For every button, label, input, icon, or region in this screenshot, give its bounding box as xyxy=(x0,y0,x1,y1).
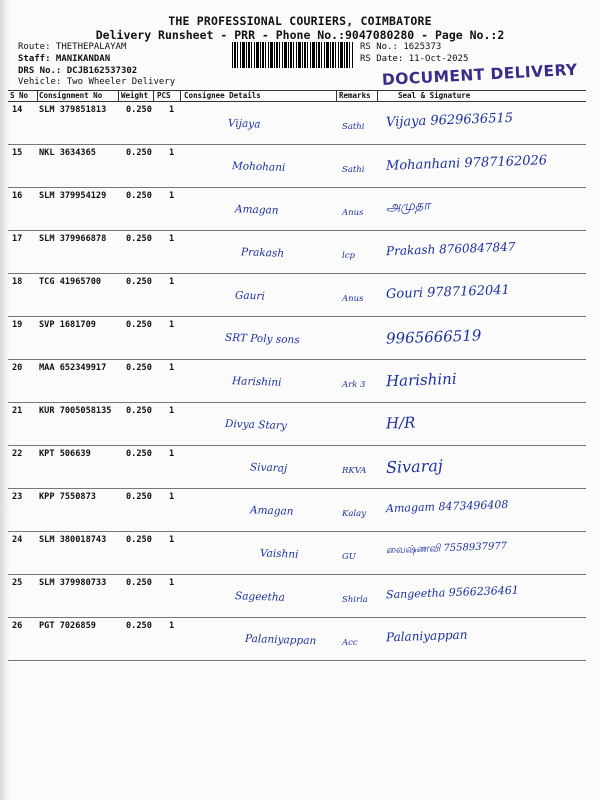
consignee-handwriting: Amagan xyxy=(249,504,294,518)
row-consignment-no: SVP 1681709 xyxy=(39,320,96,330)
row-divider xyxy=(8,230,586,231)
consignee-handwriting: Harishini xyxy=(231,375,282,389)
row-consignment-no: KUR 7005058135 xyxy=(39,406,112,416)
column-divider xyxy=(153,90,154,101)
row-consignment-no: SLM 379980733 xyxy=(39,578,107,588)
row-sno: 25 xyxy=(12,578,23,588)
signature: 9965666519 xyxy=(385,326,482,348)
col-header-seal: Seal & Signature xyxy=(398,91,471,100)
remarks-handwriting: Ark 3 xyxy=(342,380,366,390)
row-divider xyxy=(8,531,586,532)
row-divider xyxy=(8,359,586,360)
consignee-handwriting: Mohohani xyxy=(231,160,286,174)
column-divider xyxy=(377,90,378,101)
signature: அமுதா xyxy=(385,198,431,215)
row-divider xyxy=(8,660,586,661)
row-pcs: 1 xyxy=(169,621,175,631)
remarks-handwriting: Shirla xyxy=(342,595,368,605)
row-sno: 20 xyxy=(12,363,23,373)
row-sno: 24 xyxy=(12,535,23,545)
row-pcs: 1 xyxy=(169,449,175,459)
staff-label: Staff: MANIKANDAN xyxy=(18,54,111,64)
drs-number: DRS No.: DCJB162537302 xyxy=(18,66,138,76)
row-divider xyxy=(8,402,586,403)
row-weight: 0.250 xyxy=(126,105,152,115)
row-consignment-no: PGT 7026859 xyxy=(39,621,96,631)
row-weight: 0.250 xyxy=(126,148,152,158)
runsheet-table xyxy=(8,90,586,650)
remarks-handwriting: Anus xyxy=(342,208,364,218)
row-consignment-no: SLM 379954129 xyxy=(39,191,107,201)
consignee-handwriting: Vaishni xyxy=(259,547,299,561)
signature: Palaniyappan xyxy=(385,627,468,645)
row-sno: 21 xyxy=(12,406,23,416)
col-header-pcs: PCS xyxy=(157,91,171,100)
barcode xyxy=(232,42,354,68)
column-divider xyxy=(37,90,38,101)
consignee-handwriting: Divya Stary xyxy=(224,417,288,433)
row-weight: 0.250 xyxy=(126,320,152,330)
consignee-handwriting: SRT Poly sons xyxy=(224,331,300,347)
remarks-handwriting: Anus xyxy=(342,294,364,304)
row-sno: 17 xyxy=(12,234,23,244)
consignee-handwriting: Prakash xyxy=(240,246,285,260)
signature: H/R xyxy=(385,413,416,433)
row-pcs: 1 xyxy=(169,105,175,115)
col-header-consignee: Consignee Details xyxy=(184,91,261,100)
col-header-weight: Weight xyxy=(121,91,149,100)
row-divider xyxy=(8,488,586,489)
row-pcs: 1 xyxy=(169,492,175,502)
consignee-handwriting: Palaniyappan xyxy=(244,632,317,648)
row-divider xyxy=(8,316,586,317)
consignee-handwriting: Sivaraj xyxy=(249,461,288,475)
remarks-handwriting: GU xyxy=(342,552,356,562)
row-pcs: 1 xyxy=(169,320,175,330)
vehicle-label: Vehicle: Two Wheeler Delivery xyxy=(18,77,176,87)
column-divider xyxy=(118,90,119,101)
row-sno: 26 xyxy=(12,621,23,631)
consignee-handwriting: Gauri xyxy=(234,289,265,303)
column-divider xyxy=(336,90,337,101)
row-sno: 15 xyxy=(12,148,23,158)
signature: வைஷ்ணவி 7558937977 xyxy=(385,540,508,557)
remarks-handwriting: Kalay xyxy=(342,509,367,519)
signature: Amagam 8473496408 xyxy=(385,497,509,516)
row-divider xyxy=(8,445,586,446)
col-header-consignment: Consignment No xyxy=(39,91,103,100)
signature: Gouri 9787162041 xyxy=(385,282,511,303)
row-pcs: 1 xyxy=(169,578,175,588)
row-weight: 0.250 xyxy=(126,621,152,631)
signature: Sangeetha 9566236461 xyxy=(385,583,519,602)
row-pcs: 1 xyxy=(169,148,175,158)
row-consignment-no: TCG 41965700 xyxy=(39,277,102,287)
row-weight: 0.250 xyxy=(126,363,152,373)
row-divider xyxy=(8,574,586,575)
row-weight: 0.250 xyxy=(126,234,152,244)
consignee-handwriting: Amagan xyxy=(234,203,279,217)
row-consignment-no: MAA 652349917 xyxy=(39,363,107,373)
remarks-handwriting: Sathi xyxy=(342,122,365,132)
row-weight: 0.250 xyxy=(126,191,152,201)
col-header-sno: S No xyxy=(10,91,29,100)
consignee-handwriting: Sageetha xyxy=(234,590,286,604)
row-weight: 0.250 xyxy=(126,535,152,545)
row-weight: 0.250 xyxy=(126,406,152,416)
row-pcs: 1 xyxy=(169,191,175,201)
signature: Mohanhani 9787162026 xyxy=(385,153,548,174)
row-consignment-no: KPT 506639 xyxy=(39,449,91,459)
row-pcs: 1 xyxy=(169,363,175,373)
remarks-handwriting: Sathi xyxy=(342,165,365,175)
remarks-handwriting: lcp xyxy=(342,251,355,261)
row-sno: 23 xyxy=(12,492,23,502)
row-weight: 0.250 xyxy=(126,492,152,502)
document-delivery-stamp: DOCUMENT DELIVERY xyxy=(381,60,578,89)
signature: Harishini xyxy=(385,369,457,391)
company-title: THE PROFESSIONAL COURIERS, COIMBATORE xyxy=(168,14,432,28)
row-divider xyxy=(8,273,586,274)
row-pcs: 1 xyxy=(169,277,175,287)
row-sno: 19 xyxy=(12,320,23,330)
runsheet-subtitle: Delivery Runsheet - PRR - Phone No.:9047080280 - Page No.:2 xyxy=(95,28,505,42)
signature: Vijaya 9629636515 xyxy=(385,110,514,131)
remarks-handwriting: Acc xyxy=(342,638,358,648)
row-consignment-no: KPP 7550873 xyxy=(39,492,96,502)
row-weight: 0.250 xyxy=(126,277,152,287)
row-consignment-no: SLM 379851813 xyxy=(39,105,107,115)
row-divider xyxy=(8,617,586,618)
rs-date: RS Date: 11-Oct-2025 xyxy=(360,54,469,64)
row-consignment-no: SLM 379966878 xyxy=(39,234,107,244)
row-divider xyxy=(8,187,586,188)
row-weight: 0.250 xyxy=(126,449,152,459)
row-sno: 18 xyxy=(12,277,23,287)
col-header-remarks: Remarks xyxy=(339,91,371,100)
consignee-handwriting: Vijaya xyxy=(227,117,261,131)
column-divider xyxy=(180,90,181,101)
signature: Sivaraj xyxy=(385,456,444,477)
row-pcs: 1 xyxy=(169,535,175,545)
row-divider xyxy=(8,144,586,145)
row-pcs: 1 xyxy=(169,234,175,244)
row-sno: 16 xyxy=(12,191,23,201)
header-bottom-border xyxy=(8,101,586,102)
row-sno: 22 xyxy=(12,449,23,459)
row-consignment-no: NKL 3634365 xyxy=(39,148,96,158)
row-pcs: 1 xyxy=(169,406,175,416)
row-consignment-no: SLM 380018743 xyxy=(39,535,107,545)
signature: Prakash 8760847847 xyxy=(385,239,516,259)
rs-number: RS No.: 1625373 xyxy=(360,42,442,52)
row-sno: 14 xyxy=(12,105,23,115)
route-label: Route: THETHEPALAYAM xyxy=(18,42,127,52)
row-weight: 0.250 xyxy=(126,578,152,588)
remarks-handwriting: RKVA xyxy=(342,466,367,476)
